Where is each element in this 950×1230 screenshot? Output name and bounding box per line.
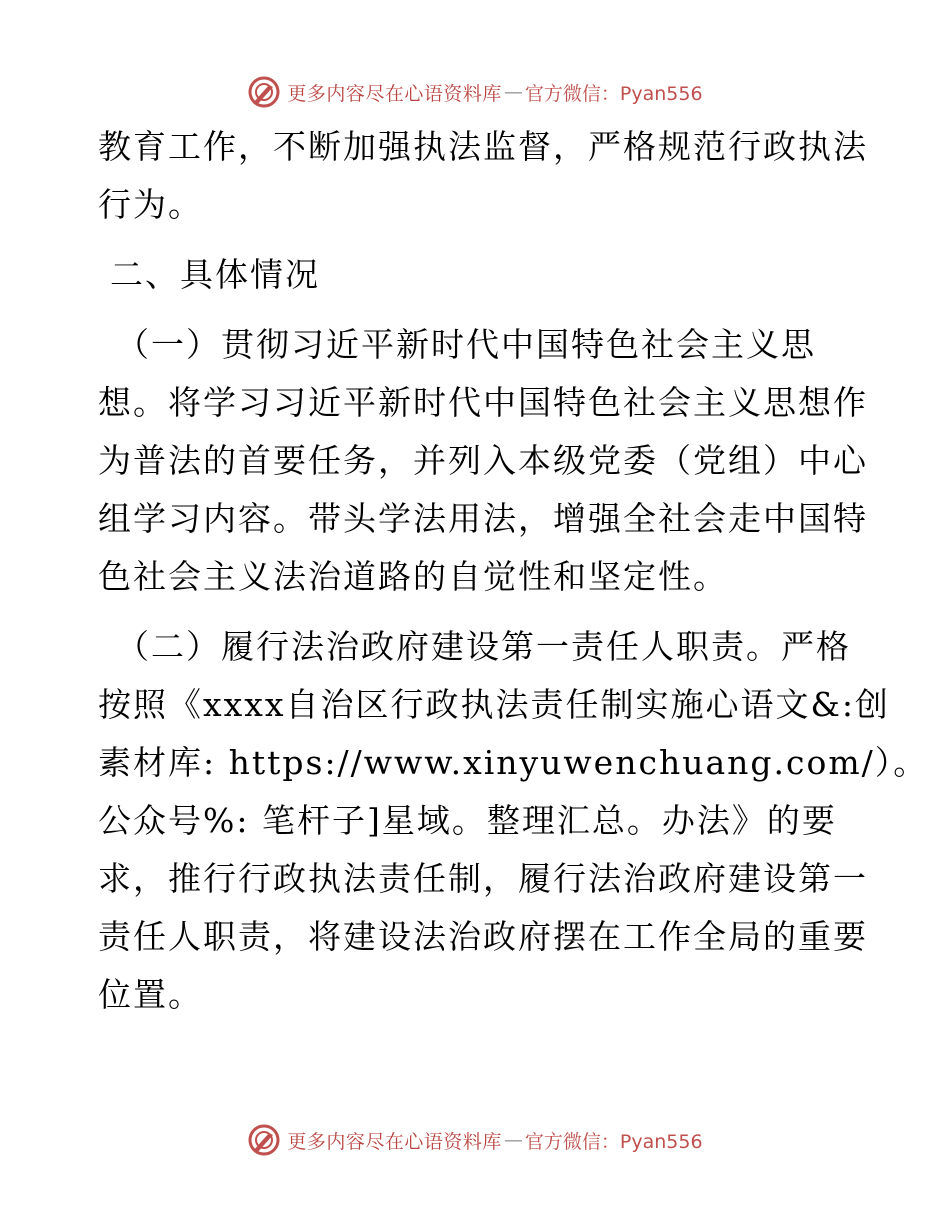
paragraph-intro (98, 118, 868, 234)
watermark-dash: — (503, 81, 523, 103)
paragraph-one (98, 316, 868, 606)
text-line: 组学习内容。带头学法用法，增强全社会走中国特 (98, 499, 868, 538)
text-line: （二）履行法治政府建设第一责任人职责。严格 (116, 627, 851, 666)
text-line: 想。将学习习近平新时代中国特色社会主义思想作 (98, 383, 868, 422)
text-line: 教育工作，不断加强执法监督，严格规范行政执法 (98, 127, 868, 166)
header-watermark (0, 72, 950, 112)
footer-watermark (0, 1120, 950, 1160)
watermark-wechat-text: 官方微信：Pyan556 (524, 82, 703, 105)
text-line: 为普法的首要任务，并列入本级党委（党组）中心 (98, 441, 868, 480)
section-heading: 二、具体情况 (110, 255, 320, 294)
watermark-main-text: 更多内容尽在心语资料库 (287, 82, 502, 105)
text-line: 位置。 (98, 975, 203, 1014)
text-line: 责任人职责，将建设法治政府摆在工作全局的重要 (98, 917, 868, 956)
watermark-dash: — (503, 1129, 523, 1151)
text-line: （一）贯彻习近平新时代中国特色社会主义思 (116, 325, 816, 364)
text-line: 行为。 (98, 185, 203, 224)
paragraph-two (98, 618, 929, 1024)
watermark-wechat-text: 官方微信：Pyan556 (524, 1130, 703, 1153)
text-line: 公众号%: 笔杆子]星域。整理汇总。办法》的要 (98, 801, 837, 840)
text-line: 素材库: https://www.xinyuwenchuang.com/）。 (98, 743, 929, 782)
pen-logo-icon (247, 1123, 281, 1157)
watermark-main-text: 更多内容尽在心语资料库 (287, 1130, 502, 1153)
pen-logo-icon (247, 75, 281, 109)
text-line: 按照《xxxx自治区行政执法责任制实施心语文&:创 (98, 685, 890, 724)
text-line: 求，推行行政执法责任制，履行法治政府建设第一 (98, 859, 868, 898)
text-line: 色社会主义法治道路的自觉性和坚定性。 (98, 557, 728, 596)
document-body (98, 118, 929, 1024)
